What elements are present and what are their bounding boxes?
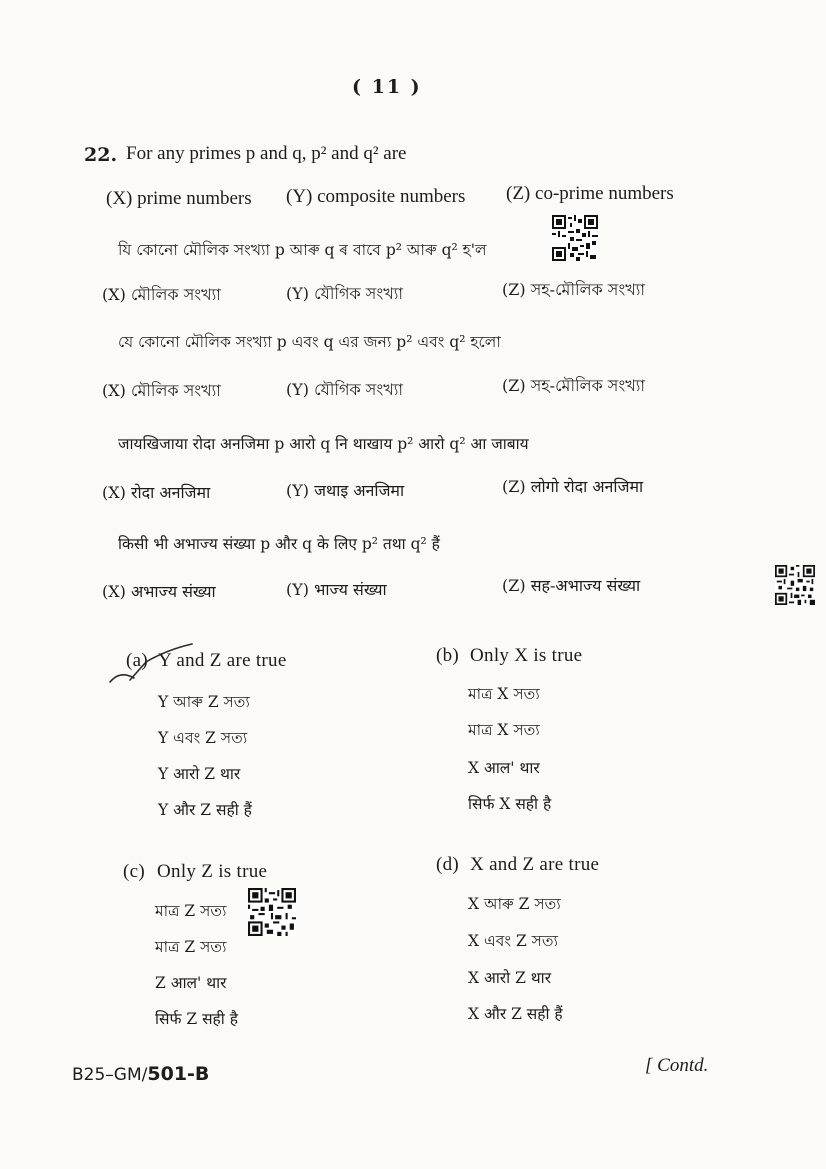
option-y-bengali: (Y) যৌগিক সংখ্যা — [286, 380, 404, 399]
option-x-bengali: (X) মৌলিক সংখ্যা — [102, 381, 221, 400]
option-z-hindi: (Z) सह-अभाज्य संख्या — [502, 576, 641, 595]
answer-a-bodo: Y आरो Z थार — [158, 765, 241, 783]
option-z-assamese: (Z) সহ-মৌলিক সংখ্যা — [502, 280, 646, 299]
answer-a-label[interactable]: (a) — [126, 650, 148, 671]
qr-code-icon — [775, 565, 815, 605]
question-stem-bodo: जायखिजाया रोदा अनजिमा p आरो q नि थाखाय p² आरो q² आ जाबाय — [118, 435, 529, 453]
qr-code-icon — [552, 215, 598, 261]
answer-b-assamese: মাত্ৰ X সত্য — [468, 685, 540, 703]
answer-a-hindi: Y और Z सही हैं — [158, 801, 252, 819]
paper-code-bold: 501-B — [147, 1063, 210, 1085]
answer-d-label[interactable]: (d) — [436, 854, 460, 875]
answer-b-hindi: सिर्फ X सही है — [468, 795, 552, 813]
answer-d-bengali: X এবং Z সত্য — [468, 932, 559, 950]
answer-d-assamese: X আৰু Z সত্য — [468, 895, 561, 913]
option-x-hindi: (X) अभाज्य संख्या — [102, 582, 216, 601]
answer-d-english: X and Z are true — [470, 854, 600, 875]
option-z-bengali: (Z) সহ-মৌলিক সংখ্যা — [502, 376, 646, 395]
answer-d-hindi: X और Z सही हैं — [468, 1005, 563, 1023]
answer-d-bodo: X आरो Z थार — [468, 969, 552, 987]
option-y-english: (Y) composite numbers — [286, 186, 466, 207]
option-y-bodo: (Y) जथाइ अनजिमा — [286, 481, 405, 500]
paper-code — [72, 1063, 209, 1085]
option-x-bodo: (X) रोदा अनजिमा — [102, 483, 211, 502]
question-stem-bengali: যে কোনো মৌলিক সংখ্যা p এবং q এর জন্য p² এবং q² হলো — [118, 333, 501, 351]
option-z-bodo: (Z) लोगो रोदा अनजिमा — [502, 477, 644, 496]
option-y-hindi: (Y) भाज्य संख्या — [286, 580, 387, 599]
answer-c-assamese: মাত্ৰ Z সত্য — [155, 902, 227, 920]
answer-c-bengali: মাত্র Z সত্য — [155, 938, 227, 956]
option-x-english: (X) prime numbers — [106, 188, 252, 209]
answer-b-bodo: X आल' थार — [468, 759, 540, 777]
continued-marker: [ Contd. — [645, 1055, 709, 1076]
question-number: 22. — [84, 144, 118, 166]
paper-code-prefix: B25–GM/ — [72, 1065, 148, 1085]
option-y-assamese: (Y) যৌগিক সংখ্যা — [286, 284, 404, 303]
option-x-assamese: (X) মৌলিক সংখ্যা — [102, 285, 221, 304]
answer-c-english: Only Z is true — [157, 861, 268, 882]
answer-c-bodo: Z आल' थार — [155, 974, 227, 992]
answer-c-label[interactable]: (c) — [123, 861, 145, 882]
answer-a-bengali: Y এবং Z সত্য — [158, 729, 248, 747]
answer-b-label[interactable]: (b) — [436, 645, 460, 666]
answer-c-hindi: सिर्फ Z सही है — [155, 1010, 238, 1028]
page-number: ( 11 ) — [352, 76, 422, 98]
answer-b-english: Only X is true — [470, 645, 583, 666]
option-z-english: (Z) co-prime numbers — [506, 183, 674, 204]
question-stem-assamese: যি কোনো মৌলিক সংখ্যা p আৰু q ৰ বাবে p² আৰু q² হ'ল — [118, 241, 487, 259]
question-stem-hindi: किसी भी अभाज्य संख्या p और q के लिए p² तथा q² हैं — [118, 535, 440, 553]
answer-a-assamese: Y আৰু Z সত্য — [158, 693, 250, 711]
answer-a-english: Y and Z are true — [158, 650, 287, 671]
qr-code-icon — [248, 888, 296, 936]
question-stem-english: For any primes p and q, p² and q² are — [126, 143, 407, 164]
answer-b-bengali: মাত্র X সত্য — [468, 721, 540, 739]
